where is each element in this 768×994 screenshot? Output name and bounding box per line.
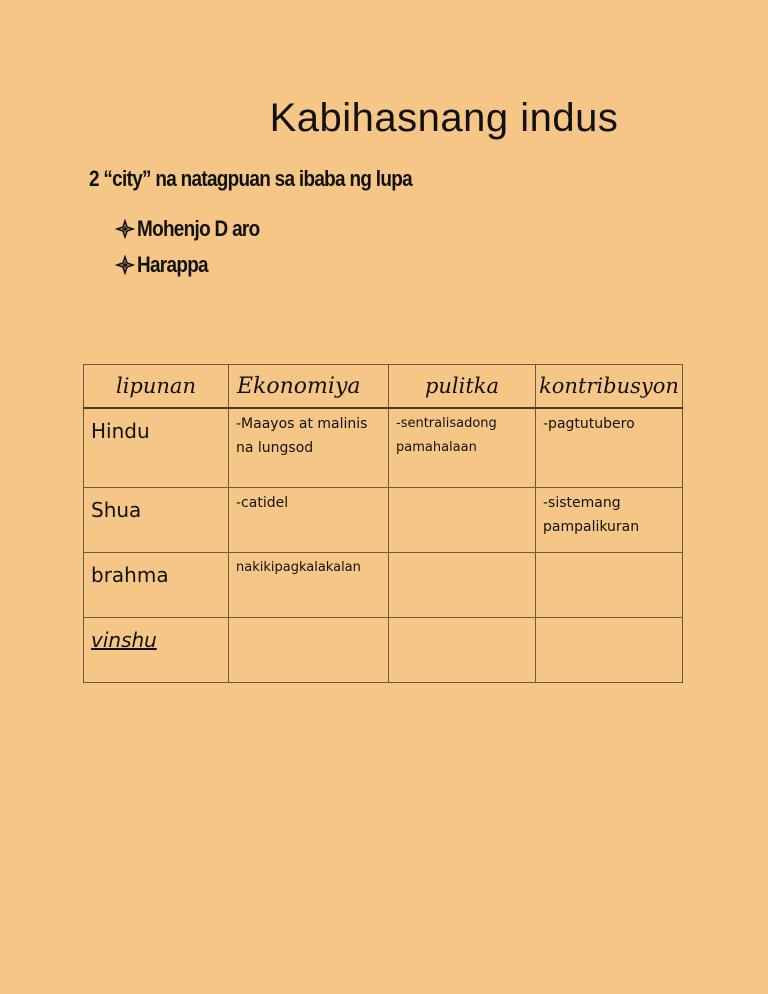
table-row [84,408,683,488]
table-cell [536,553,683,618]
row-label: Shua [84,488,229,553]
row-label: vinshu [84,618,229,683]
list-item [115,247,279,283]
column-header-lipunan: lipunan [84,365,229,409]
table-cell [536,618,683,683]
column-header-pulitika: pulitka [389,365,536,409]
table-header-row [84,365,683,409]
table-cell: -sistemang pampalikuran [536,488,683,553]
table-row [84,553,683,618]
column-header-ekonomiya: Ekonomiya [229,365,389,409]
table-cell [229,618,389,683]
civilization-table [83,364,683,683]
page-title: Kabihasnang indus [269,96,619,140]
table-cell: -pagtutubero [536,408,683,488]
list-item [115,211,279,247]
diamond-icon [115,219,135,239]
row-label: brahma [84,553,229,618]
row-label: Hindu [84,408,229,488]
table-cell: nakikipagkalakalan [229,553,389,618]
column-header-kontribusyon: kontribusyon [536,365,683,409]
diamond-icon [115,255,135,275]
list-item-label: Harappa [137,252,208,277]
table-cell: -sentralisadong pamahalaan [389,408,536,488]
table-cell: -Maayos at malinis na lungsod [229,408,389,488]
table-cell [389,488,536,553]
table-cell [389,618,536,683]
table-cell [389,553,536,618]
table-row [84,618,683,683]
subtitle: 2 “city” na natagpuan sa ibaba ng lupa [89,166,412,191]
list-item-label: Mohenjo D aro [137,216,260,241]
table-row [84,488,683,553]
table-cell: -catidel [229,488,389,553]
city-list [115,211,279,283]
